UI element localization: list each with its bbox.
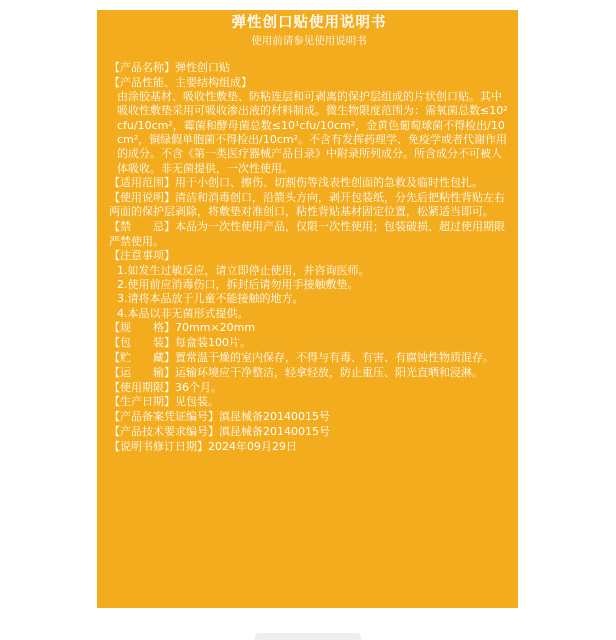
- scope-section: [109, 176, 509, 190]
- spec-label: 【规 格】: [109, 321, 175, 335]
- usage-section: [109, 191, 509, 220]
- contraindication-text: 本品为一次性使用产品，仅限一次性使用；包装破损、超过使用期限严禁使用。: [109, 220, 505, 248]
- contraindication-label: 【禁 忌】: [109, 220, 175, 234]
- validity-value: 36个月。: [175, 380, 222, 394]
- contraindication-section: [109, 220, 509, 249]
- validity-label: 【使用期限】: [109, 380, 175, 394]
- packaging-section: [109, 336, 509, 350]
- precautions-section: [109, 249, 509, 320]
- performance-section: [109, 76, 509, 176]
- transport-text: 运输环境应干净整洁，轻拿轻放，防止重压、阳光直晒和浸淋。: [175, 365, 483, 379]
- precautions-label: 【注意事项】: [109, 249, 175, 263]
- production-date-section: [109, 395, 509, 409]
- packaging-value: 每盒装100片。: [175, 336, 251, 350]
- spec-value: 70mm×20mm: [175, 321, 256, 335]
- registration-value: 滇昆械备20140015号: [219, 410, 330, 424]
- transport-label: 【运 输】: [109, 365, 175, 379]
- storage-text: 置常温干燥的室内保存，不得与有毒、有害、有腐蚀性物质混存。: [175, 350, 494, 364]
- performance-label: 【产品性能、主要结构组成】: [109, 75, 252, 89]
- tech-req-value: 滇昆械备20140015号: [219, 424, 330, 438]
- revision-value: 2024年09月29日: [208, 439, 297, 453]
- tech-req-label: 【产品技术要求编号】: [109, 424, 219, 438]
- product-name-value: 弹性创口贴: [175, 61, 230, 74]
- usage-text: 清洁和消毒创口，沿箭头方向，剥开包装纸，分先后把粘性背贴左右两面的保护层剥除，将敷垫对准创口，粘性背贴基材固定位置，松紧适当即可。: [109, 191, 505, 219]
- document-subtitle: 使用前请参见使用说明书: [251, 35, 367, 47]
- registration-label: 【产品备案凭证编号】: [109, 410, 219, 424]
- spec-section: [109, 321, 509, 335]
- precaution-item: 2.使用前应消毒伤口，拆封后请勿用手接触敷垫。: [117, 277, 359, 291]
- bottom-edge-bar: [255, 633, 361, 640]
- tech-req-section: [109, 425, 509, 439]
- transport-section: [109, 366, 509, 380]
- product-name-label: 【产品名称】: [109, 61, 175, 74]
- registration-section: [109, 410, 509, 424]
- production-date-label: 【生产日期】: [109, 395, 175, 409]
- packaging-label: 【包 装】: [109, 336, 175, 350]
- instruction-sheet: [97, 10, 518, 608]
- scope-label: 【适用范围】: [109, 176, 175, 190]
- storage-section: [109, 351, 509, 365]
- product-name-section: [109, 61, 509, 75]
- precaution-item: 4.本品以非无菌形式提供。: [117, 306, 249, 320]
- document-title: 弹性创口贴使用说明书: [231, 15, 387, 31]
- performance-text: 由涂胶基材、吸收性敷垫、防粘连层和可剥离的保护层组成的片状创口贴。其中吸收性敷垫采用可吸收渗出液的材料制成。微生物限度范围为：需氧菌总数≤10²cfu/10cm²，霉菌和酵母菌总数≤10¹cfu/10cm²，金黄色葡萄球菌不得检出/10cm²，铜绿假单胞菌不得检出/10cm²。不含有发挥药理学、免疫学或者代谢作用的成分。不含《第一类医疗器械产品目录》中附录所列成分。所含成分不可被人体吸收。非无菌提供，一次性使用。: [117, 90, 508, 175]
- scope-text: 用于小创口、擦伤、切割伤等浅表性创面的急救及临时性包扎。: [175, 176, 483, 190]
- precaution-item: 3.请将本品放于儿童不能接触的地方。: [117, 292, 304, 306]
- revision-section: [109, 440, 509, 454]
- usage-label: 【使用说明】: [109, 191, 175, 205]
- storage-label: 【贮 藏】: [109, 350, 175, 364]
- production-date-value: 见包装。: [175, 395, 219, 409]
- validity-section: [109, 381, 509, 395]
- precaution-item: 1.如发生过敏反应，请立即停止使用，并咨询医师。: [117, 263, 370, 277]
- revision-label: 【说明书修订日期】: [109, 439, 208, 453]
